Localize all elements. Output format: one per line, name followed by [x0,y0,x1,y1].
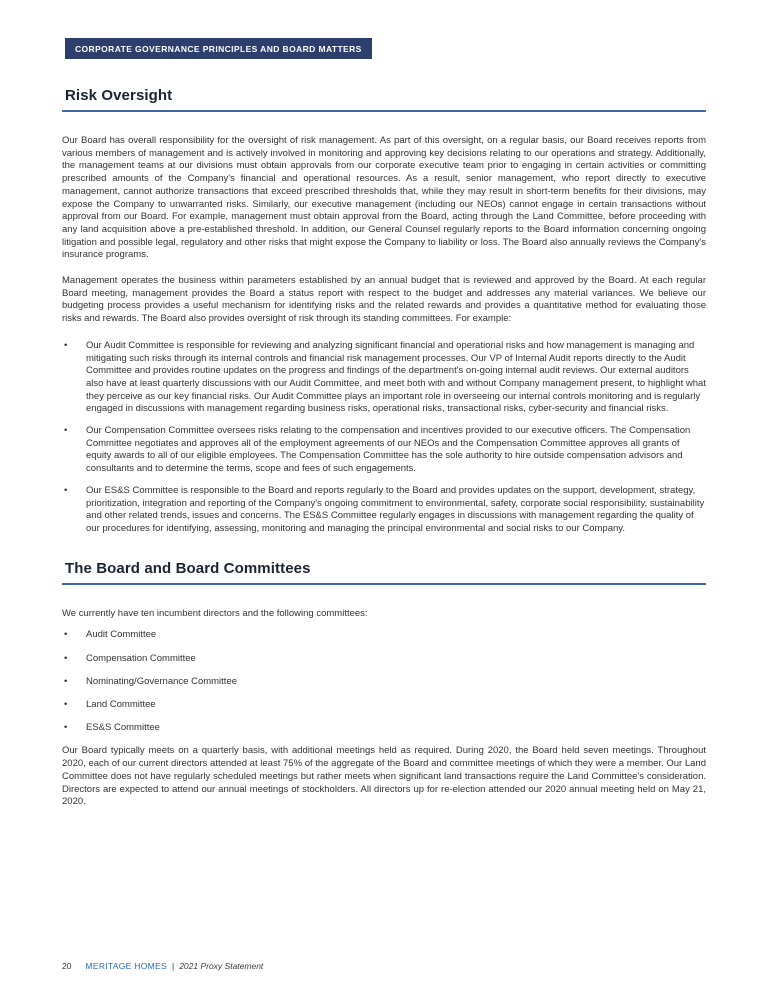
committee-item-land: • Land Committee [62,699,706,712]
board-committees-heading: The Board and Board Committees [62,560,706,585]
committee-list [62,629,706,735]
footer-separator: | [171,961,175,971]
bullet-compensation-committee: • Our Compensation Committee oversees risks relating to the compensation and incentives provided to our executive officers. The Compensation Committee negotiates and approves all of the employment agreements of our NEOs and the Compensation Committee approves all grants of equity awards to all of our eligible employees. The Compensation Committee has the sole authority to hire outside compensation advisors and consultants and to determine the terms, scope and fees of such engagements. [62,425,706,476]
footer-company-name: MERITAGE HOMES [85,961,167,971]
committee-item-audit: • Audit Committee [62,629,706,642]
bullet-ess-committee: • Our ES&S Committee is responsible to the Board and reports regularly to the Board and provides updates on the support, development, strategy, prioritization, integration and reporting of the Company's ongoing commitment to environmental, safety, corporate social responsibility, sustainability and other related trends, issues and concerns. The ES&S Committee regularly engages in discussions with management regarding the quality of our procedures for identifying, assessing, monitoring and managing the principal environmental and social risks to our Company. [62,485,706,536]
risk-oversight-paragraph-1: Our Board has overall responsibility for the oversight of risk management. As part of this oversight, on a regular basis, our Board receives reports from various members of management and is actively involved in monitoring and approving key decisions relating to our operations and strategy. Additionally, the management teams at our divisions must obtain approvals from our corporate executive team prior to engaging in certain activities or committing prescribed amounts of the Company's financial and operational resources. As a result, senior management, who report directly to executive management, cannot authorize transactions that exceed prescribed thresholds that, while they may result in short-term benefits for their divisions, may expose the Company to unwarranted risks. Similarly, our executive management (including our NEOs) cannot engage in certain transactions without approval from our Board. For example, management must obtain approval from the Board, acting through the Land Committee, before proceeding with any land acquisition above a pre-established threshold. In addition, our General Counsel regularly reports to the Board information concerning ongoing litigation and possible legal, regulatory and other risks that might expose the Company to liability or loss. The Board also annually reviews the Company's insurance programs. [62,135,706,261]
risk-oversight-bullet-list [62,340,706,536]
risk-oversight-heading: Risk Oversight [62,87,706,112]
bullet-audit-committee: • Our Audit Committee is responsible for reviewing and analyzing significant financial and operational risks and how management is managing and mitigating such risks through its internal controls and financial risk management processes. Our VP of Internal Audit reports directly to the Audit Committee and provides routine updates on the progress and findings of the department's on-going internal audit reviews. Our external auditors also have at least quarterly discussions with our Audit Committee, and meet both with and without Company management present, to highlight what they perceive as our key financial risks. Our Audit Committee plays an important role in overseeing our internal controls monitoring and is regularly engaged in discussions with management regarding business risks, operational risks, transactional risks, cyber-security and financial risks. [62,340,706,416]
committee-item-nominating-governance: • Nominating/Governance Committee [62,676,706,689]
board-committees-intro: We currently have ten incumbent directors and the following committees: [62,607,368,619]
risk-oversight-paragraph-2: Management operates the business within parameters established by an annual budget that is reviewed and approved by the Board. At each regular Board meeting, management provides the Board a status report with respect to the budget and addresses any material variances. We believe our budgeting process provides a useful mechanism for identifying risks and the related rewards and provides a quantitative method for evaluating those risks and rewards. The Board also provides oversight of risk through its standing committees. For example: [62,275,706,325]
board-committees-closing: Our Board typically meets on a quarterly basis, with additional meetings held as required. During 2020, the Board held seven meetings. Throughout 2020, each of our current directors attended at least 75% of the aggregate of the Board and committee meetings of which they were a member. Our Land Committee does not have regularly scheduled meetings but rather meets when significant land transactions require the Land Committee's consideration. Directors are expected to attend our annual meetings of stockholders. All directors up for re-election attended our 2020 annual meeting held on May 21, 2020. [62,745,706,808]
section-banner: CORPORATE GOVERNANCE PRINCIPLES AND BOARD MATTERS [65,38,372,59]
footer-page-number: 20 [62,961,72,971]
footer-document-title: 2021 Proxy Statement [179,961,264,971]
committee-item-compensation: • Compensation Committee [62,653,706,666]
page-footer [62,961,263,971]
board-committees-body [62,608,706,809]
committee-item-ess: • ES&S Committee [62,722,706,735]
risk-oversight-body [62,135,706,536]
